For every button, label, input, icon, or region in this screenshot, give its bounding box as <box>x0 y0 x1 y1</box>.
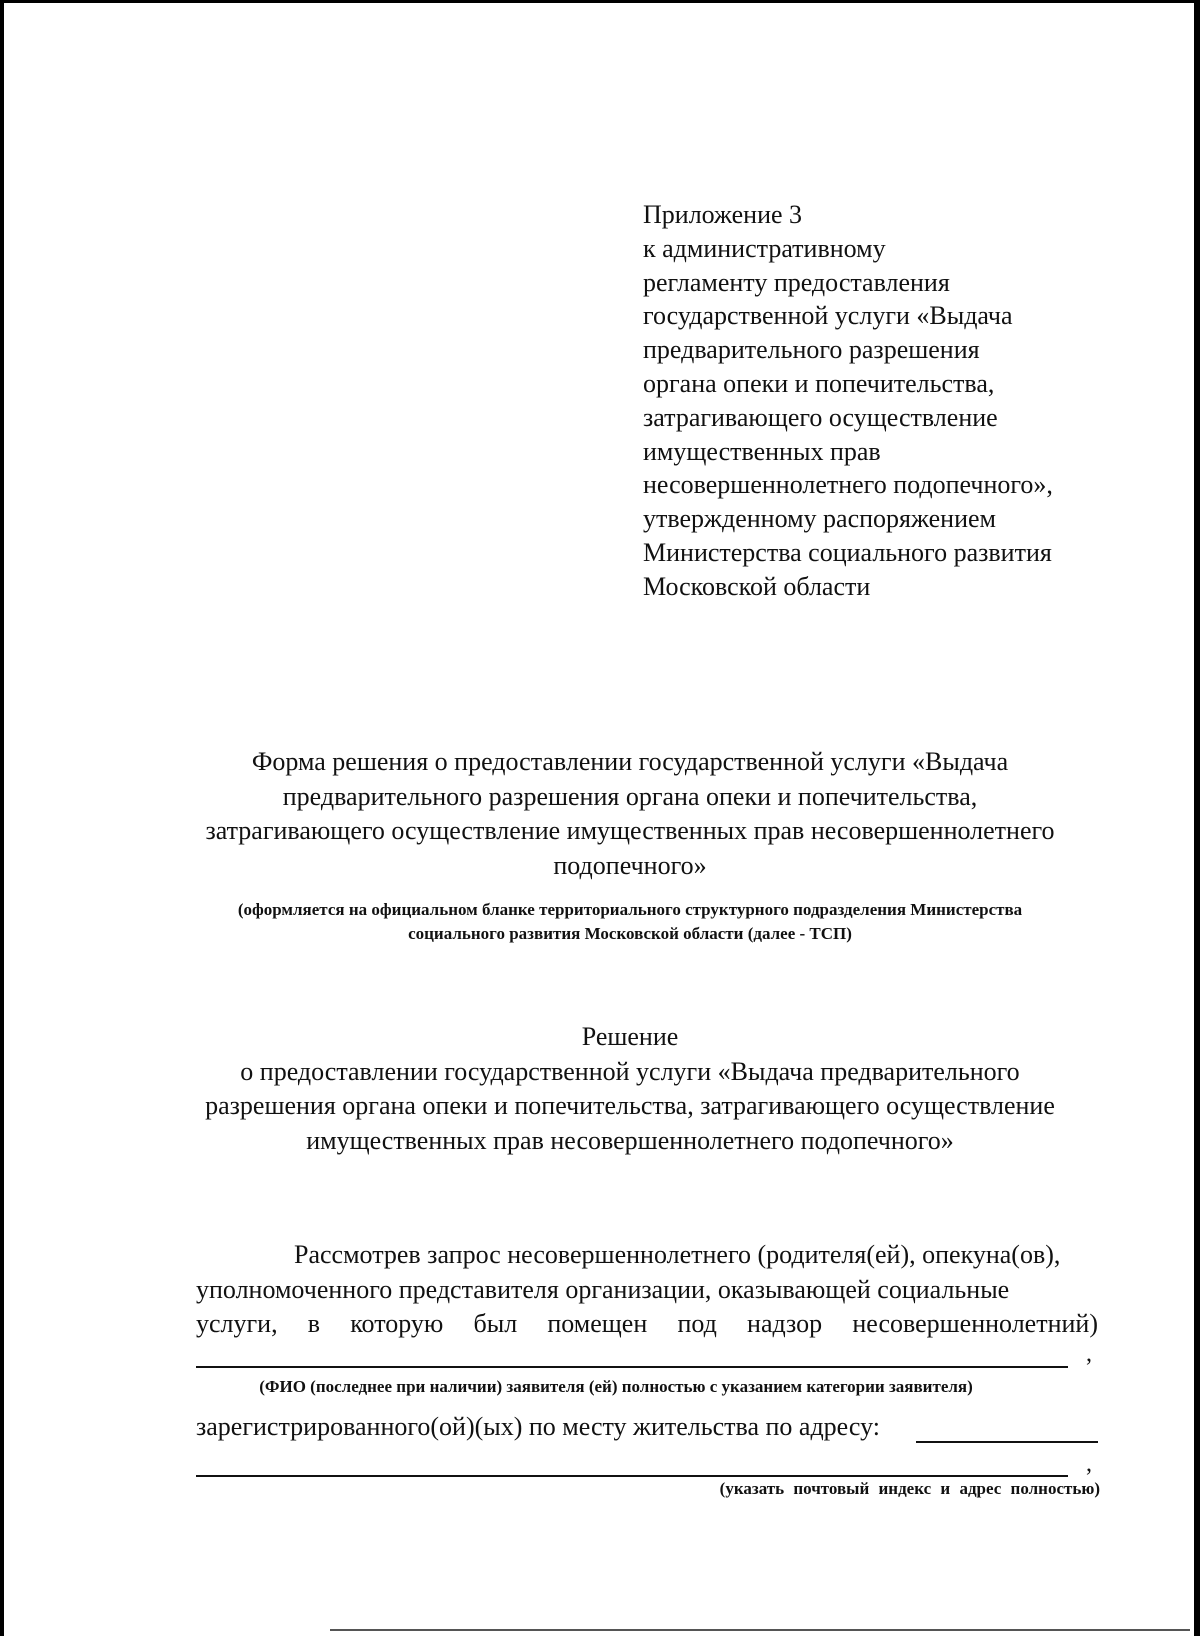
address-label: зарегистрированного(ой)(ых) по месту жительства по адресу: <box>196 1412 880 1441</box>
decision-line: о предоставлении государственной услуги «Выдача предварительного <box>240 1056 1020 1086</box>
page-border-top <box>0 0 1200 3</box>
body-word: несовершеннолетний) <box>852 1309 1098 1338</box>
body-word: надзор <box>747 1309 823 1338</box>
body-word: услуги, <box>196 1309 278 1338</box>
body-line-1 <box>196 1238 1098 1273</box>
body-line-1-text: Рассмотрев запрос несовершеннолетнего (родителя(ей), опекуна(ов), <box>294 1240 1061 1269</box>
body-line-2: уполномоченного представителя организации, оказывающей социальные <box>196 1274 1010 1304</box>
body-word: в <box>307 1309 321 1338</box>
appendix-line: имущественных прав <box>643 436 881 466</box>
form-note-line: социального развития Московской области (далее - ТСП) <box>408 924 852 943</box>
appendix-line: Московской области <box>643 571 871 601</box>
applicant-caption: (ФИО (последнее при наличии) заявителя (ей) полностью с указанием категории заявителя) <box>259 1377 973 1396</box>
body-line-3 <box>196 1307 1098 1342</box>
form-note-line: (оформляется на официальном бланке территориального структурного подразделения Министерства <box>237 900 1023 919</box>
appendix-line: утвержденному распоряжением <box>643 504 996 534</box>
page-border-right <box>1194 0 1200 1636</box>
decision-line: разрешения органа опеки и попечительства, затрагивающего осуществление <box>205 1091 1055 1120</box>
body-paragraph <box>196 1238 1098 1342</box>
appendix-line: регламенту предоставления <box>643 267 950 297</box>
form-title-line: затрагивающего осуществление имущественных прав несовершеннолетнего <box>205 816 1055 845</box>
address-comma: , <box>1086 1451 1092 1477</box>
form-title-line: подопечного» <box>553 850 707 880</box>
decision-block <box>190 1020 1070 1158</box>
appendix-line: Министерства социального развития <box>643 537 1052 567</box>
applicant-name-blank <box>196 1366 1068 1368</box>
applicant-name-comma: , <box>1086 1341 1092 1367</box>
body-word: которую <box>350 1309 444 1338</box>
appendix-line: несовершеннолетнего подопечного», <box>643 470 1053 500</box>
form-title-line: Форма решения о предоставлении государственной услуги «Выдача <box>251 747 1009 776</box>
body-word: помещен <box>547 1309 648 1338</box>
decision-line: имущественных прав несовершеннолетнего подопечного» <box>306 1125 954 1155</box>
form-note <box>200 898 1060 946</box>
appendix-line: предварительного разрешения <box>643 335 980 365</box>
appendix-line: затрагивающего осуществление <box>643 402 998 432</box>
address-blank-1 <box>916 1441 1098 1443</box>
address-blank-2 <box>196 1475 1068 1477</box>
page-border-left <box>0 0 4 1636</box>
appendix-line: Приложение 3 <box>643 200 803 229</box>
form-title-line: предварительного разрешения органа опеки и попечительства, <box>282 781 978 811</box>
appendix-line: государственной услуги «Выдача <box>643 301 1013 331</box>
form-title <box>190 745 1070 883</box>
appendix-line: к административному <box>643 233 886 263</box>
appendix-line: органа опеки и попечительства, <box>643 368 995 398</box>
page-border-bottom <box>330 1629 1190 1631</box>
address-caption: (указать почтовый индекс и адрес полностью) <box>719 1479 1100 1498</box>
appendix-block <box>643 198 1053 604</box>
body-word: под <box>677 1309 717 1338</box>
decision-heading: Решение <box>581 1022 679 1051</box>
body-word: был <box>473 1309 518 1338</box>
